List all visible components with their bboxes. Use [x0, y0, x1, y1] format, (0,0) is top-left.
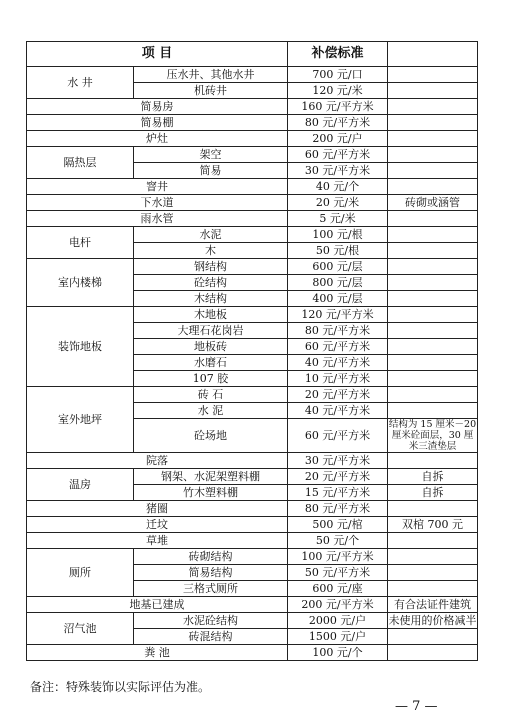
- footnote: 备注：特殊装饰以实际评估为准。: [30, 680, 211, 694]
- table-row: [27, 195, 478, 211]
- sub-item-cell: 三格式厕所: [134, 581, 288, 597]
- group-cell: 电杆: [27, 227, 134, 259]
- item-cell: 迁坟: [27, 517, 288, 533]
- remark-cell: 自拆: [388, 469, 478, 485]
- standard-cell: 50 元/个: [288, 533, 388, 549]
- remark-cell: [388, 115, 478, 131]
- remark-cell: [388, 179, 478, 195]
- remark-cell: [388, 243, 478, 259]
- remark-cell: [388, 581, 478, 597]
- remark-cell: 未使用的价格减半: [388, 613, 477, 627]
- standard-cell: 30 元/平方米: [288, 453, 388, 469]
- table-row: [27, 501, 478, 517]
- remark-cell: [388, 227, 478, 243]
- table-row: [27, 517, 478, 533]
- table-row: [27, 387, 478, 403]
- remark-cell: 结构为 15 厘米－20 厘米砼面层，30 厘米三渣垫层: [388, 419, 477, 452]
- standard-cell: 100 元/平方米: [288, 549, 388, 565]
- item-cell: 简易棚: [27, 115, 288, 131]
- remark-cell: [388, 307, 478, 323]
- standard-cell: 160 元/平方米: [288, 99, 388, 115]
- standard-cell: 60 元/平方米: [288, 339, 388, 355]
- standard-cell: 15 元/平方米: [288, 485, 388, 501]
- group-cell: 温房: [27, 469, 134, 501]
- remark-cell: [388, 549, 478, 565]
- sub-item-cell: 砖砌结构: [134, 549, 288, 565]
- sub-item-cell: 机砖井: [134, 83, 288, 99]
- item-cell: 粪 池: [27, 645, 288, 661]
- remark-cell: [388, 99, 478, 115]
- item-cell: 草堆: [27, 533, 288, 549]
- table-row: [27, 597, 478, 613]
- sub-item-cell: 砼结构: [134, 275, 288, 291]
- remark-cell: 有合法证件建筑: [388, 597, 478, 613]
- sub-item-cell: 地板砖: [134, 339, 288, 355]
- table-row: [27, 307, 478, 323]
- remark-cell: [388, 453, 478, 469]
- table-row: [27, 211, 478, 227]
- table-row: [27, 179, 478, 195]
- table-row: [27, 131, 478, 147]
- standard-cell: 2000 元/户: [288, 613, 388, 629]
- standard-cell: 1500 元/户: [288, 629, 388, 645]
- remark-cell: [388, 533, 478, 549]
- sub-item-cell: 钢结构: [134, 259, 288, 275]
- standard-cell: 5 元/米: [288, 211, 388, 227]
- standard-cell: 120 元/平方米: [288, 307, 388, 323]
- header-standard: 补偿标准: [288, 42, 388, 67]
- sub-item-cell: 架空: [134, 147, 288, 163]
- group-cell: 隔热层: [27, 147, 134, 179]
- remark-cell: [388, 291, 478, 307]
- remark-cell: [388, 211, 478, 227]
- item-cell: 雨水管: [27, 211, 288, 227]
- sub-item-cell: 砖混结构: [134, 629, 288, 645]
- standard-cell: 50 元/根: [288, 243, 388, 259]
- sub-item-cell: 水 泥: [134, 403, 288, 419]
- sub-item-cell: 砖 石: [134, 387, 288, 403]
- sub-item-cell: 水泥: [134, 227, 288, 243]
- standard-cell: 400 元/层: [288, 291, 388, 307]
- item-cell: 炉灶: [27, 131, 288, 147]
- sub-item-cell: 砼场地: [134, 419, 288, 453]
- standard-cell: 80 元/平方米: [288, 115, 388, 131]
- item-cell: 猪圈: [27, 501, 288, 517]
- sub-item-cell: 压水井、其他水井: [134, 67, 288, 83]
- remark-cell: [388, 259, 478, 275]
- standard-cell: 40 元/平方米: [288, 355, 388, 371]
- header-remark: [388, 42, 478, 67]
- table-row: [27, 549, 478, 565]
- remark-cell: [388, 645, 478, 661]
- table-row: [27, 613, 478, 629]
- standard-cell: 700 元/口: [288, 67, 388, 83]
- remark-cell: [388, 565, 478, 581]
- remark-cell: [388, 163, 478, 179]
- table-row: [27, 453, 478, 469]
- table-row: [27, 469, 478, 485]
- group-cell: 装饰地板: [27, 307, 134, 387]
- sub-item-cell: 木结构: [134, 291, 288, 307]
- item-cell: 窨井: [27, 179, 288, 195]
- group-cell: 沼气池: [27, 613, 134, 645]
- remark-cell: 砖砌或涵管: [388, 195, 478, 211]
- remark-cell: [388, 147, 478, 163]
- standard-cell: 120 元/米: [288, 83, 388, 99]
- sub-item-cell: 竹木塑料棚: [134, 485, 288, 501]
- standard-cell: 600 元/层: [288, 259, 388, 275]
- standard-cell: 500 元/棺: [288, 517, 388, 533]
- sub-item-cell: 大理石花岗岩: [134, 323, 288, 339]
- page-number: — 7 —: [395, 699, 438, 714]
- remark-cell: [388, 387, 478, 403]
- item-cell: 下水道: [27, 195, 288, 211]
- sub-item-cell: 木地板: [134, 307, 288, 323]
- sub-item-cell: 木: [134, 243, 288, 259]
- standard-cell: 200 元/户: [288, 131, 388, 147]
- remark-cell: [388, 629, 478, 645]
- group-cell: 室内楼梯: [27, 259, 134, 307]
- standard-cell: 20 元/平方米: [288, 469, 388, 485]
- table-row: [27, 533, 478, 549]
- sub-item-cell: 水泥砼结构: [134, 613, 288, 629]
- sub-item-cell: 钢架、水泥架塑料棚: [134, 469, 288, 485]
- table-row: [27, 227, 478, 243]
- compensation-table: [26, 41, 478, 661]
- remark-cell: [388, 83, 478, 99]
- standard-cell: 80 元/平方米: [288, 501, 388, 517]
- standard-cell: 40 元/平方米: [288, 403, 388, 419]
- remark-cell: [388, 339, 478, 355]
- standard-cell: 80 元/平方米: [288, 323, 388, 339]
- table-header-row: [27, 42, 478, 67]
- sub-item-cell: 简易: [134, 163, 288, 179]
- table-row: [27, 147, 478, 163]
- sub-item-cell: 水磨石: [134, 355, 288, 371]
- standard-cell: 50 元/平方米: [288, 565, 388, 581]
- header-item: 项 目: [27, 42, 288, 67]
- standard-cell: 60 元/平方米: [288, 147, 388, 163]
- standard-cell: 800 元/层: [288, 275, 388, 291]
- remark-cell: [388, 501, 478, 517]
- standard-cell: 10 元/平方米: [288, 371, 388, 387]
- standard-cell: 30 元/平方米: [288, 163, 388, 179]
- group-cell: 厕所: [27, 549, 134, 597]
- standard-cell: 100 元/根: [288, 227, 388, 243]
- standard-cell: 100 元/个: [288, 645, 388, 661]
- item-cell: 简易房: [27, 99, 288, 115]
- remark-cell: [388, 323, 478, 339]
- table-row: [27, 99, 478, 115]
- remark-cell: 自拆: [388, 485, 478, 501]
- remark-cell: [388, 371, 478, 387]
- group-cell: 水 井: [27, 67, 134, 99]
- standard-cell: 600 元/座: [288, 581, 388, 597]
- remark-cell: [388, 275, 478, 291]
- item-cell: 地基已建成: [27, 597, 288, 613]
- table-row: [27, 259, 478, 275]
- standard-cell: 200 元/平方米: [288, 597, 388, 613]
- remark-cell: [388, 355, 478, 371]
- remark-cell: [388, 131, 478, 147]
- table-row: [27, 645, 478, 661]
- item-cell: 院落: [27, 453, 288, 469]
- sub-item-cell: 简易结构: [134, 565, 288, 581]
- table-row: [27, 115, 478, 131]
- standard-cell: 60 元/平方米: [288, 419, 388, 453]
- remark-cell: 双棺 700 元: [388, 517, 478, 533]
- standard-cell: 20 元/平方米: [288, 387, 388, 403]
- remark-cell: [388, 403, 478, 419]
- standard-cell: 40 元/个: [288, 179, 388, 195]
- sub-item-cell: 107 胶: [134, 371, 288, 387]
- standard-cell: 20 元/米: [288, 195, 388, 211]
- remark-cell: [388, 67, 478, 83]
- group-cell: 室外地坪: [27, 387, 134, 453]
- table-row: [27, 67, 478, 83]
